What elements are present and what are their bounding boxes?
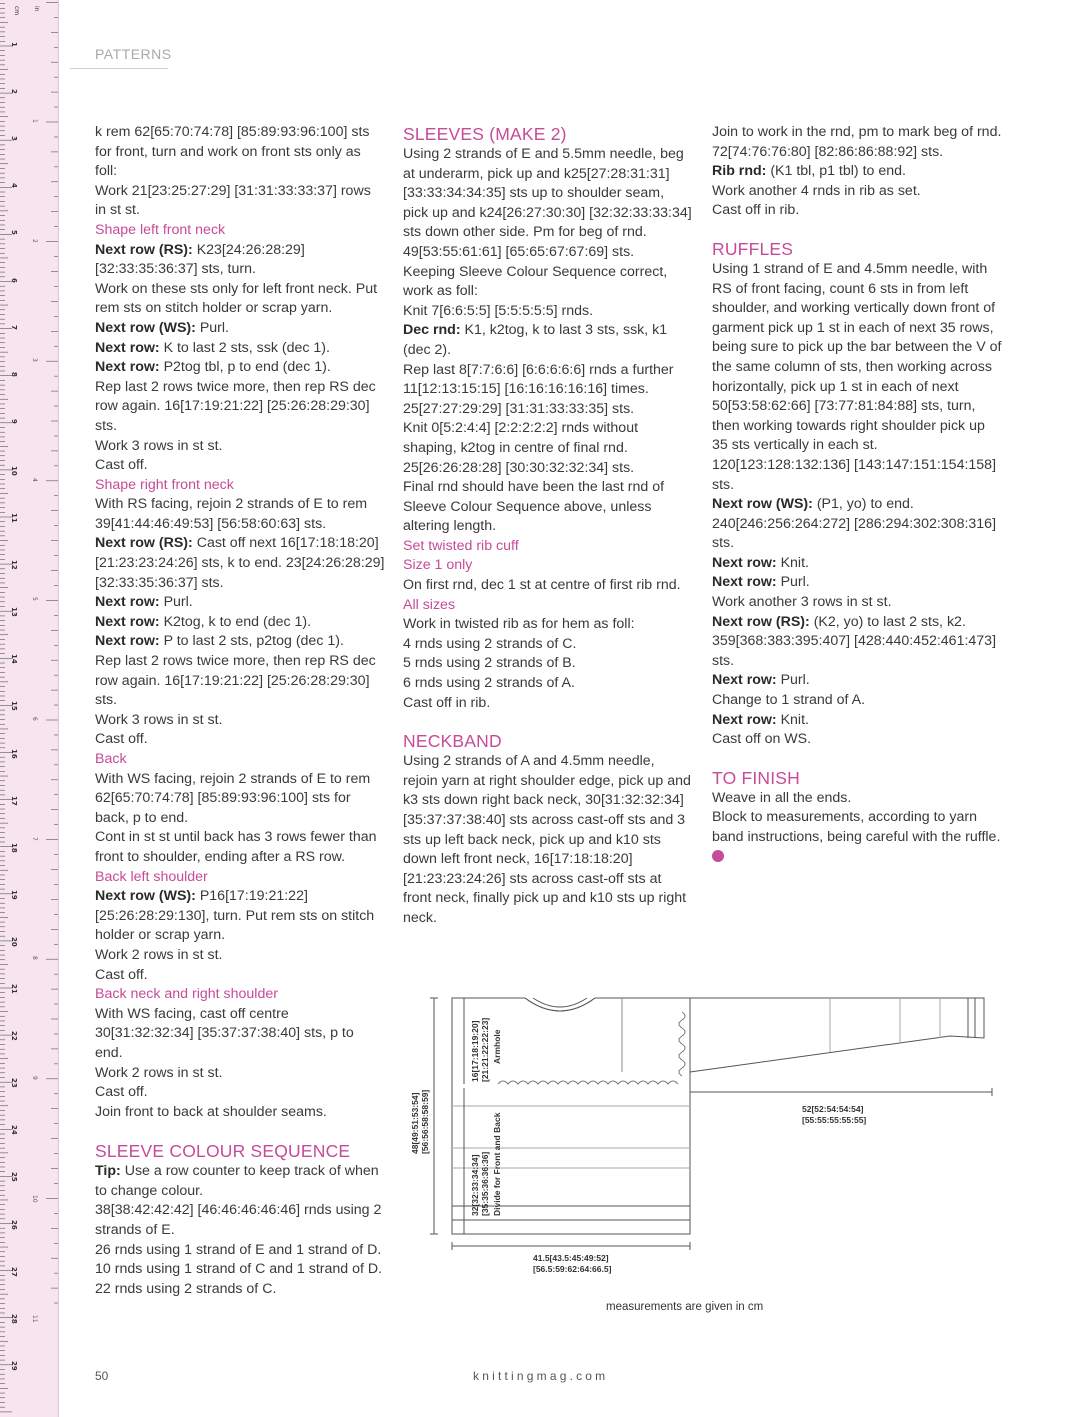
width-measure: [56.5:59:62:64:66.5]	[533, 1264, 612, 1274]
instruction: Next row: Purl.	[712, 574, 810, 591]
armhole-measure: 16[17:18:19:20]	[470, 1020, 480, 1082]
text: Cast off on WS.	[712, 731, 812, 748]
ruler-cm-number: 7	[10, 324, 18, 330]
instruction: Next row: Purl.	[712, 672, 810, 689]
ruler-cm-number: 24	[10, 1125, 18, 1136]
text: Change to 1 strand of A.	[712, 692, 866, 709]
text: Cast off.	[95, 457, 148, 474]
instruction: Next row: Purl.	[95, 594, 193, 611]
text: 4 rnds using 2 strands of C.	[403, 635, 577, 652]
ruler-cm-number: 26	[10, 1219, 18, 1230]
text: 10 rnds using 1 strand of C and 1 strand of D.	[95, 1261, 383, 1278]
instruction: Next row: K2tog, k to end (dec 1).	[95, 613, 312, 630]
armhole-measure: [21:21:22:22:23]	[480, 1017, 490, 1082]
ruler-cm-number: 15	[10, 701, 18, 712]
side-ruler	[0, 0, 59, 1417]
ruler-cm-number: 12	[10, 560, 18, 570]
ruffle	[498, 1012, 685, 1084]
text: 6 rnds using 2 strands of A.	[403, 675, 575, 692]
collar	[525, 998, 595, 1011]
ruler-inch-number: 2	[31, 238, 38, 243]
text: With WS facing, cast off centre 30[31:32:32:34] [35:37:37:38:40] sts, p to end.	[95, 1005, 354, 1061]
instruction: Next row (WS): (P1, yo) to end. 240[246:256:264:272] [286:294:302:308:316] sts.	[712, 496, 997, 552]
instruction: Next row (RS): K23[24:26:28:29] [32:33:35:36:37] sts, turn.	[95, 241, 305, 278]
text: Join to work in the rnd, pm to mark beg of rnd. 72[74:76:76:80] [82:86:86:88:92] sts.	[712, 124, 1002, 160]
text: Cast off.	[95, 966, 148, 983]
section-label: PATTERNS	[95, 46, 172, 62]
subheading: Back neck and right shoulder	[95, 986, 278, 1003]
instruction: Tip: Use a row counter to keep track of when to change colour.	[95, 1163, 379, 1199]
text: With WS facing, rejoin 2 strands of E to rem 62[65:70:74:78] [85:89:93:96:100] sts for back, p to end.	[95, 770, 371, 826]
section-heading: RUFFLES	[712, 238, 794, 259]
instruction: Next row (RS): (K2, yo) to last 2 sts, k2. 359[368:383:395:407] [428:440:452:461:473] sts.	[712, 613, 997, 669]
armhole-label: Armhole	[492, 1029, 502, 1064]
ruler-cm-number: 20	[10, 936, 18, 947]
text: 5 rnds using 2 strands of B.	[403, 655, 576, 672]
instruction: Rib rnd: (K1 tbl, p1 tbl) to end.	[712, 163, 906, 180]
divide-measure: 32[32:33:34:34]	[470, 1154, 480, 1216]
website-url: knittingmag.com	[473, 1369, 609, 1383]
text: Cont in st st until back has 3 rows fewer than front to shoulder, ending after a RS row.	[95, 829, 377, 865]
text: Weave in all the ends.	[712, 789, 852, 806]
ruler-cm-number: 27	[10, 1266, 18, 1277]
yarn-ball-icon	[712, 850, 724, 862]
ruler-cm-number: 6	[10, 277, 18, 283]
text: Final rnd should have been the last rnd of Sleeve Colour Sequence above, unless altering length.	[403, 479, 665, 535]
text: Cast off in rib.	[403, 694, 491, 711]
subheading: Back	[95, 751, 127, 767]
text: k rem 62[65:70:74:78] [85:89:93:96:100] sts for front, turn and work on front sts only as foll:	[95, 124, 370, 180]
ruler-inch-number: 6	[31, 717, 38, 721]
column-1	[95, 123, 385, 1299]
sleeve-measure: [55:55:55:55:55]	[802, 1115, 867, 1125]
ruler-cm-number: 3	[10, 136, 18, 142]
text: Knit 7[6:6:5:5] [5:5:5:5:5] rnds.	[403, 302, 594, 319]
instruction: Dec rnd: K1, k2tog, k to last 3 sts, ssk, k1 (dec 2).	[403, 322, 668, 358]
ruler-cm-number: 11	[10, 513, 18, 523]
ruler-cm-number: 16	[10, 748, 18, 759]
text: Cast off.	[95, 1084, 148, 1101]
text: Work 21[23:25:27:29] [31:31:33:33:37] rows in st st.	[95, 182, 371, 219]
instruction: Next row (WS): P16[17:19:21:22] [25:26:28:29:130], turn. Put rem sts on stitch holder or scrap yarn.	[95, 888, 375, 944]
text: Work another 3 rows in st st.	[712, 594, 892, 611]
section-heading: TO FINISH	[712, 767, 801, 788]
ruler-inch-number: 10	[31, 1195, 38, 1204]
ruler-cm-unit: cm	[13, 6, 20, 16]
text: Work in twisted rib as for hem as foll:	[403, 616, 635, 633]
text: 22 rnds using 2 strands of C.	[95, 1280, 277, 1297]
ruler-cm-number: 29	[10, 1360, 18, 1371]
text: Rep last 2 rows twice more, then rep RS dec row again. 16[17:19:21:22] [25:26:28:29:30] sts.	[95, 378, 376, 434]
subheading: Set twisted rib cuff	[403, 537, 519, 554]
width-measure: 41.5[43.5:45:49:52]	[533, 1253, 609, 1263]
ruler-cm-number: 14	[10, 654, 18, 665]
ruler-cm-number: 4	[10, 183, 18, 189]
ruler-cm-number: 10	[10, 465, 18, 476]
ruler-inch-number: 1	[31, 119, 38, 123]
ruler-inch-number: 8	[31, 956, 38, 961]
ruler-ticks	[0, 0, 58, 1417]
text: Rep last 8[7:7:6:6] [6:6:6:6:6] rnds a further 11[12:13:15:15] [16:16:16:16:16] times. 25[27:27:29:29] [31:31:33:33:35] sts.	[403, 361, 674, 417]
text: Cast off.	[95, 731, 148, 748]
sleeve-measure: 52[52:54:54:54]	[802, 1104, 864, 1114]
subheading: Shape left front neck	[95, 221, 226, 238]
text: Join front to back at shoulder seams.	[95, 1103, 327, 1120]
text: On first rnd, dec 1 st at centre of first rib rnd.	[403, 577, 681, 594]
ruler-cm-number: 22	[10, 1031, 18, 1041]
text: Rep last 2 rows twice more, then rep RS dec row again. 16[17:19:21:22] [25:26:28:29:30] sts.	[95, 653, 376, 709]
column-2	[403, 123, 693, 929]
ruler-cm-number: 5	[10, 230, 18, 236]
text: Work on these sts only for left front neck. Put rem sts on stitch holder or scrap yarn.	[95, 280, 378, 317]
ruler-cm-number: 8	[10, 371, 18, 377]
text: Work another 4 rnds in rib as set.	[712, 182, 921, 199]
ruler-cm-number: 21	[10, 984, 18, 994]
header-divider	[70, 68, 168, 69]
text: Keeping Sleeve Colour Sequence correct, work as foll:	[403, 263, 668, 300]
ruler-cm-number: 17	[10, 795, 18, 806]
ruler-cm-number: 2	[10, 89, 18, 94]
ruler-inch-number: 4	[31, 477, 38, 482]
text: Block to measurements, according to yarn band instructions, being careful with the ruffle.	[712, 808, 1002, 867]
ruler-cm-number: 23	[10, 1078, 18, 1088]
text: Using 2 strands of E and 5.5mm needle, beg at underarm, pick up and k25[27:28:31:31] [33:33:34:34:35] sts up to shoulder seam, pick up and k24[26:27:30:30] [32:32:33:33:34] sts down other side. Pm for beg of rnd. 49[53:55:61:61] [65:65:67:67:69] sts.	[403, 146, 692, 260]
text: Work 2 rows in st st.	[95, 946, 223, 963]
instruction: Next row: Knit.	[712, 554, 809, 571]
ruler-cm-number: 25	[10, 1172, 18, 1183]
schematic-diagram	[400, 984, 1000, 1284]
ruler-inch-number: 9	[31, 1075, 38, 1080]
text: Cast off in rib.	[712, 202, 800, 219]
ruler-inch-number: 5	[31, 597, 38, 602]
ruler-cm-number: 9	[10, 418, 18, 424]
text: Knit 0[5:2:4:4] [2:2:2:2:2] rnds without shaping, k2tog in centre of final rnd. 25[26:26:28:28] [30:30:32:32:34] sts.	[403, 420, 639, 476]
ruler-inch-number: 3	[31, 358, 38, 363]
column-3	[712, 123, 1002, 867]
subheading: Shape right front neck	[95, 476, 234, 493]
divide-measure: [35:35:36:36:36]	[480, 1151, 490, 1216]
section-heading: SLEEVES (MAKE 2)	[403, 124, 567, 144]
instruction: Next row: P to last 2 sts, p2tog (dec 1).	[95, 633, 344, 650]
ruler-cm-number: 1	[10, 42, 18, 47]
ruler-in-unit: in	[33, 6, 40, 12]
total-length-label: [56:56:58:58:59]	[420, 1089, 430, 1154]
ruler-cm-number: 19	[10, 889, 18, 900]
text: Using 1 strand of E and 4.5mm needle, with RS of front facing, count 6 sts in from left shoulder, and working vertically down front of garment pick up 1 st in each of next 35 rows, being sure to pick up the bar between the V of the same column of sts, then working across horizontally, pick up 1 st in each of next 50[53:58:62:66] [73:77:81:84:88] sts, turn, then working towards right shoulder pick up 35 sts vertically in each st. 120[123:128:132:136] [143:147:151:154:158] sts.	[712, 260, 1002, 493]
text: 26 rnds using 1 strand of E and 1 strand of D.	[95, 1241, 382, 1258]
instruction: Next row: Knit.	[712, 711, 809, 728]
text: Work 3 rows in st st.	[95, 711, 223, 728]
ruler-cm-number: 13	[10, 607, 18, 617]
instruction: Next row (RS): Cast off next 16[17:18:18:20] [21:23:23:24:26] sts, k to end. 23[24:26:28:29] [32:33:35:36:37] sts.	[95, 535, 385, 591]
subheading: Size 1 only	[403, 557, 473, 574]
subheading: Back left shoulder	[95, 868, 208, 885]
instruction: Next row (WS): Purl.	[95, 319, 230, 336]
text: Using 2 strands of A and 4.5mm needle, rejoin yarn at right shoulder edge, pick up and k3 sts down right back neck, 30[31:32:32:34] [35:37:37:38:40] sts across cast-off sts and 3 sts up left back neck, pick up and k10 sts down left front neck, 16[17:18:18:20] [21:23:23:24:26] sts across cast-off sts at front neck, finally pick up and k10 sts up right neck.	[403, 753, 691, 926]
total-length-label: 48[49:51:53:54]	[410, 1092, 420, 1154]
section-heading: NECKBAND	[403, 731, 502, 752]
page-number: 50	[95, 1369, 109, 1383]
subheading: All sizes	[403, 596, 456, 613]
section-heading: SLEEVE COLOUR SEQUENCE	[95, 1141, 351, 1162]
instruction: Next row: K to last 2 sts, ssk (dec 1).	[95, 339, 330, 356]
instruction: Next row: P2tog tbl, p to end (dec 1).	[95, 359, 331, 376]
divide-label: Divide for Front and Back	[492, 1112, 502, 1216]
text: With RS facing, rejoin 2 strands of E to rem 39[41:44:46:49:53] [56:58:60:63] sts.	[95, 496, 368, 532]
ruler-inch-number: 11	[31, 1315, 38, 1323]
text: Work 3 rows in st st.	[95, 437, 223, 454]
ruler-inch-number: 7	[31, 836, 38, 841]
text: Work 2 rows in st st.	[95, 1064, 223, 1081]
text: 38[38:42:42:42] [46:46:46:46:46] rnds using 2 strands of E.	[95, 1202, 382, 1239]
diagram-caption: measurements are given in cm	[606, 1301, 764, 1313]
ruler-cm-number: 18	[10, 842, 18, 853]
ruler-cm-number: 28	[10, 1313, 18, 1324]
